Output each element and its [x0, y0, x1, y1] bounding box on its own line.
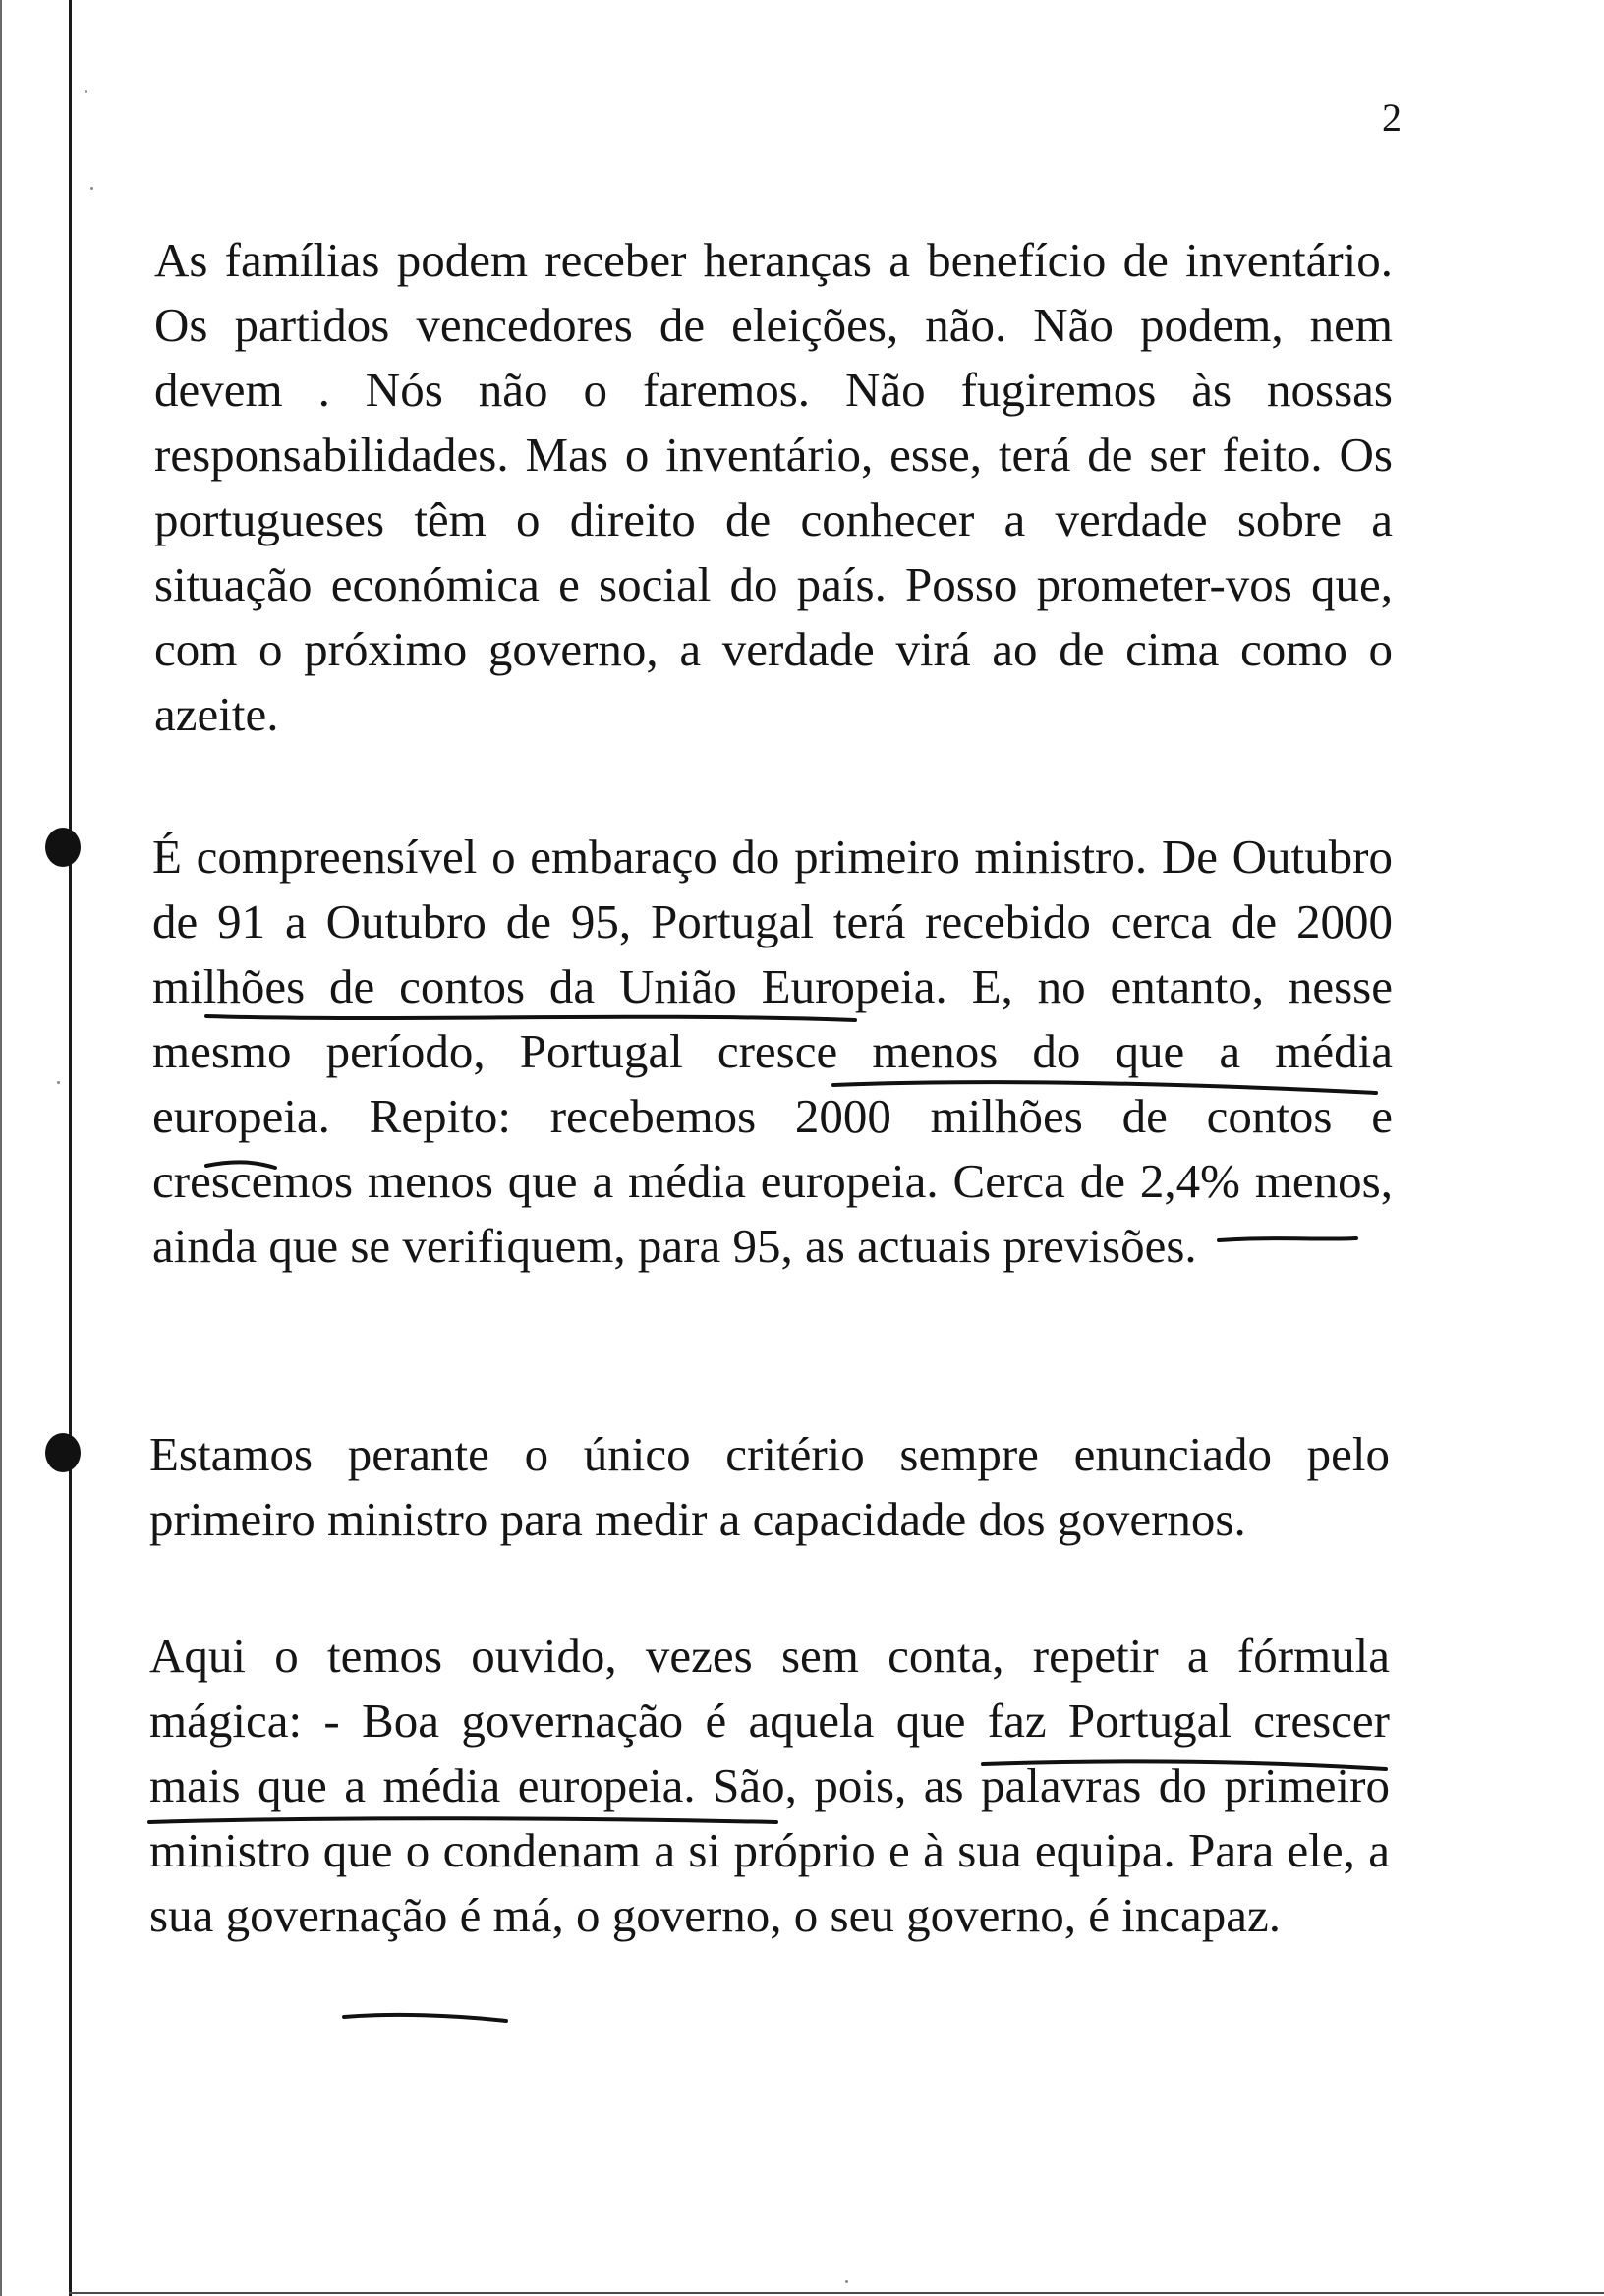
binding-margin	[0, 0, 73, 2296]
bottom-edge-line	[69, 2292, 1604, 2294]
paragraph-1: As famílias podem receber heranças a benefício de inventário. Os partidos vencedores de eleições, não. Não podem, nem devem . Nós não o faremos. Não fugiremos às nossas responsabilidades. Mas o inventário, esse, terá de ser feito. Os portugueses têm o direito de conhecer a verdade sobre a situação económica e social do país. Posso prometer-vos que, com o próximo governo, a verdade virá ao de cima como o azeite.	[154, 233, 1393, 741]
punch-hole	[45, 828, 81, 867]
punch-hole	[45, 1433, 81, 1472]
margin-rule	[69, 0, 72, 2296]
scan-edge-line	[0, 0, 2, 2296]
pen-underline	[344, 2015, 506, 2021]
page-number: 2	[1382, 95, 1402, 140]
scan-speck	[85, 90, 87, 93]
scan-speck	[57, 1081, 60, 1084]
paragraph-3: Estamos perante o único critério sempre enunciado pelo primeiro ministro para medir a capacidade dos governos.	[149, 1427, 1390, 1546]
scan-speck	[845, 2280, 848, 2283]
scan-speck	[90, 187, 93, 190]
paragraph-4: Aqui o temos ouvido, vezes sem conta, repetir a fórmula mágica: - Boa governação é aquela que faz Portugal crescer mais que a média europeia. São, pois, as palavras do primeiro ministro que o condenam a si próprio e à sua equipa. Para ele, a sua governação é má, o governo, o seu governo, é incapaz.	[149, 1629, 1390, 1942]
paragraph-2: É compreensível o embaraço do primeiro ministro. De Outubro de 91 a Outubro de 95, Portugal terá recebido cerca de 2000 milhões de contos da União Europeia. E, no entanto, nesse mesmo período, Portugal cresce menos do que a média europeia. Repito: recebemos 2000 milhões de contos e crescemos menos que a média europeia. Cerca de 2,4% menos, ainda que se verifiquem, para 95, as actuais previsões.	[152, 830, 1393, 1273]
